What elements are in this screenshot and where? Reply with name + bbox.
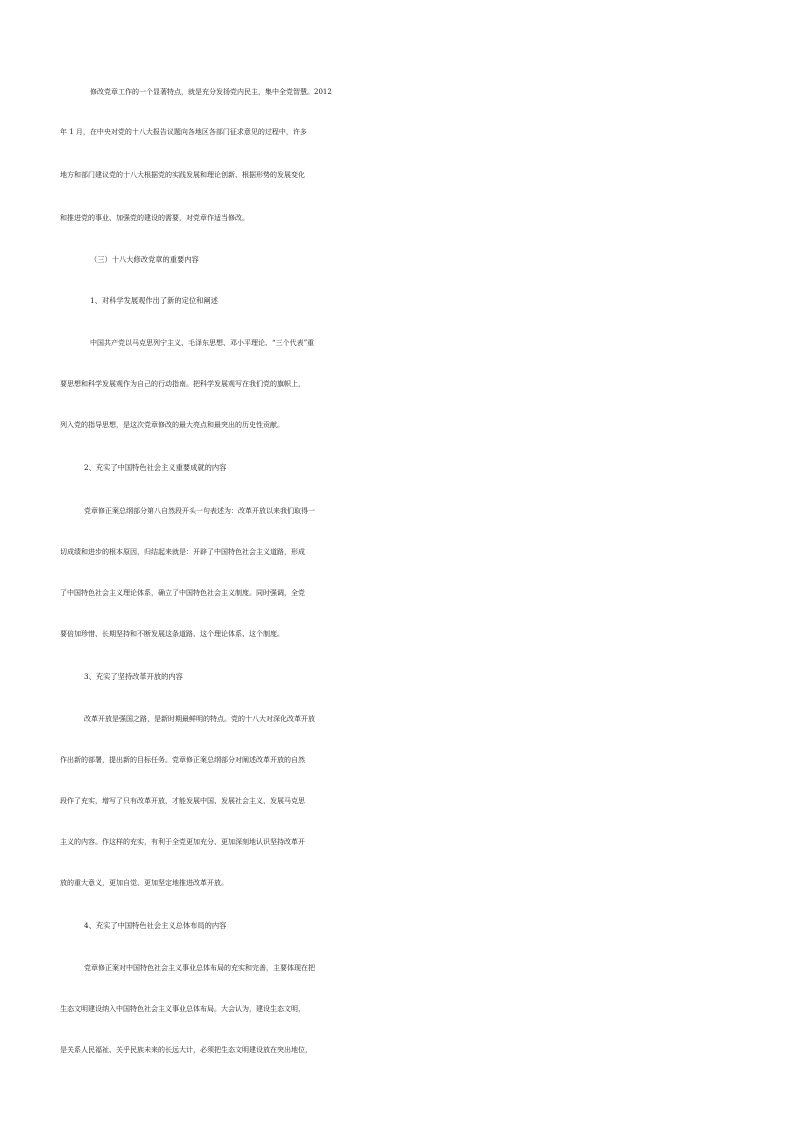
subsection-heading: 4、充实了中国特色社会主义总体布局的内容: [84, 921, 227, 930]
paragraph-line: 段作了充实，增写了只有改革开放，才能发展中国、发展社会主义、发展马克思: [60, 797, 305, 805]
subsection-heading: 1、对科学发展观作出了新的定位和阐述: [90, 296, 218, 305]
paragraph-line: 中国共产党以马克思列宁主义、毛泽东思想、邓小平理论、“三个代表”重: [90, 339, 315, 347]
paragraph-line: 和推进党的事业、加强党的建设的需要，对党章作适当修改。: [60, 214, 249, 222]
paragraph-line: 切成绩和进步的根本原因，归结起来就是：开辟了中国特色社会主义道路，形成: [60, 548, 305, 556]
subsection-heading: 2、充实了中国特色社会主义重要成就的内容: [84, 463, 227, 472]
paragraph-line: 是关系人民福祉、关乎民族未来的长远大计，必须把生态文明建设放在突出地位，: [60, 1046, 312, 1054]
paragraph-line: 要倍加珍惜、长期坚持和不断发展这条道路、这个理论体系、这个制度。: [60, 630, 284, 638]
paragraph-line: 列入党的指导思想，是这次党章修改的最大亮点和最突出的历史性贡献。: [60, 421, 284, 429]
paragraph-line: 了中国特色社会主义理论体系，确立了中国特色社会主义制度。同时强调，全党: [60, 589, 305, 597]
paragraph-line: 修改党章工作的一个显著特点，就是充分发扬党内民主，集中全党智慧。2012: [90, 88, 332, 96]
paragraph-line: 作出新的部署，提出新的目标任务。党章修正案总纲部分对阐述改革开放的自然: [60, 756, 305, 764]
paragraph-line: 党章修正案总纲部分第八自然段开头一句表述为：改革开放以来我们取得一: [84, 507, 315, 515]
paragraph-line: 改革开放是强国之路，是新时期最鲜明的特点。党的十八大对深化改革开放: [84, 715, 315, 723]
subsection-heading: 3、充实了坚持改革开放的内容: [84, 672, 183, 681]
paragraph-line: 年 1 月，在中央对党的十八大报告议题向各地区各部门征求意见的过程中，许多: [60, 128, 307, 136]
paragraph-line: 地方和部门建议党的十八大根据党的实践发展和理论创新、根据形势的发展变化: [60, 171, 305, 179]
paragraph-line: 要思想和科学发展观作为自己的行动指南。把科学发展观写在我们党的旗帜上，: [60, 380, 305, 388]
paragraph-line: 放的重大意义，更加自觉、更加坚定地推进改革开放。: [60, 879, 228, 887]
section-heading: （三）十八大修改党章的重要内容: [90, 255, 199, 264]
paragraph-line: 生态文明建设纳入中国特色社会主义事业总体布局。大会认为，建设生态文明，: [60, 1005, 305, 1013]
paragraph-line: 主义的内容。作这样的充实，有利于全党更加充分、更加深刻地认识坚持改革开: [60, 838, 305, 846]
paragraph-line: 党章修正案对中国特色社会主义事业总体布局的充实和完善，主要体现在把: [84, 964, 315, 972]
